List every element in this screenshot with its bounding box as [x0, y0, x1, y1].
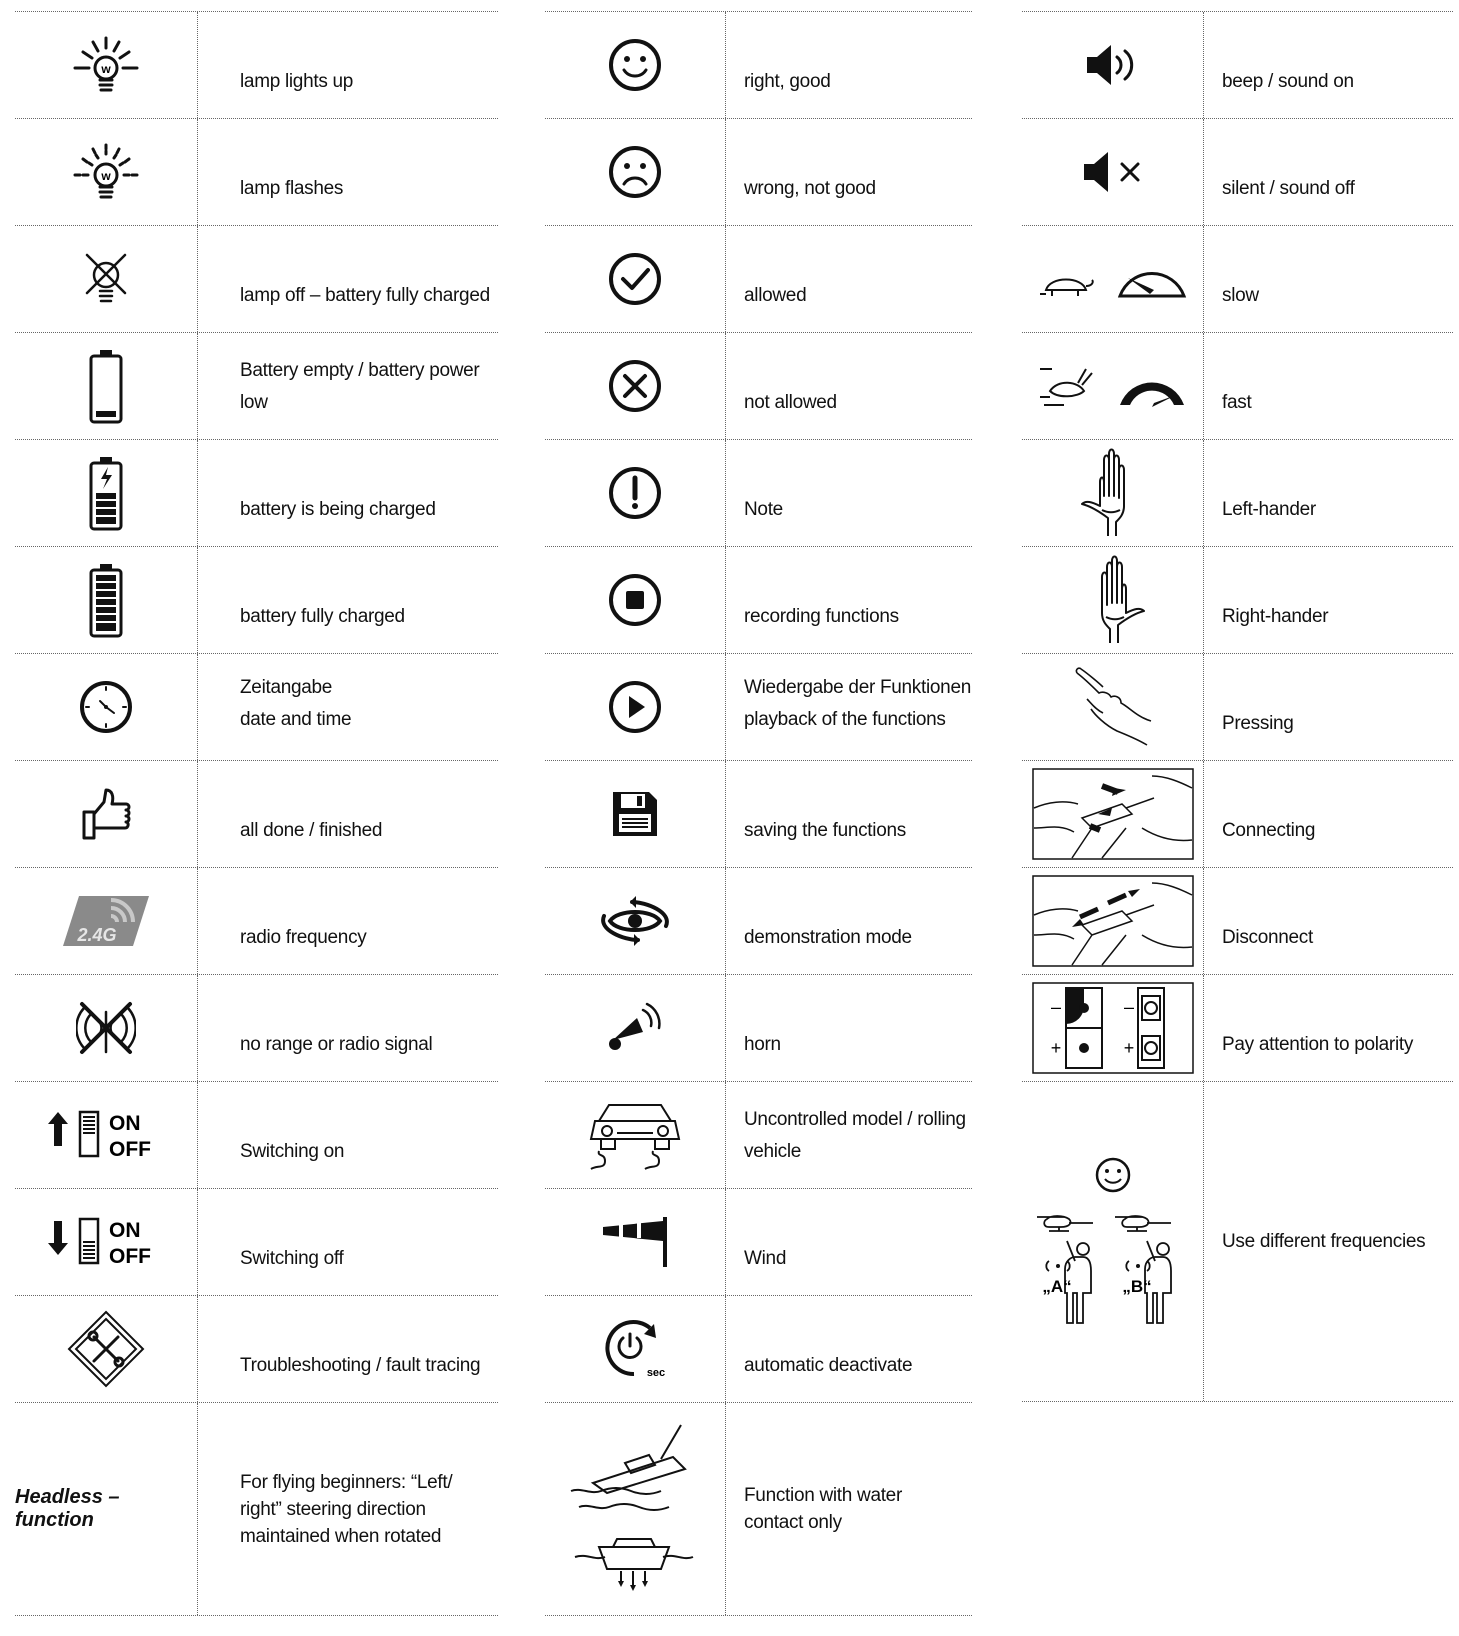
symbol-row: [545, 653, 972, 760]
symbol-label: Disconnect: [1222, 927, 1313, 948]
symbol-label: right, good: [744, 71, 831, 92]
symbol-row: [545, 332, 972, 439]
symbol-label: Uncontrolled model / rolling vehicle: [744, 1109, 966, 1162]
plus-left: +: [1050, 1038, 1061, 1058]
channel-a-text: „A“: [1041, 1276, 1072, 1296]
sec-text: sec: [646, 1367, 666, 1379]
column-2: [545, 11, 972, 1616]
headless-function-title: Headless – function: [15, 1486, 120, 1531]
fast-rabbit-icon: [1022, 333, 1204, 439]
column-1: [15, 11, 498, 1616]
symbol-row: [15, 1188, 498, 1295]
pressing-finger-icon: [1022, 654, 1204, 760]
thumbs-up-icon: [15, 761, 198, 867]
symbol-label: Right-hander: [1222, 606, 1329, 627]
minus-left: –: [1050, 997, 1061, 1017]
symbol-row: [15, 867, 498, 974]
symbol-label-line-2: contact only: [744, 1512, 842, 1533]
symbol-row: [545, 760, 972, 867]
svg-text:w: w: [101, 62, 111, 76]
symbol-row: [545, 1402, 972, 1616]
auto-off-icon: [545, 1296, 726, 1402]
symbol-row: [545, 974, 972, 1081]
symbol-row: [1022, 332, 1453, 439]
channel-b-text: „B“: [1121, 1276, 1152, 1296]
symbol-label: lamp flashes: [240, 178, 344, 199]
symbol-label: all done / finished: [240, 820, 383, 841]
clock-icon: [15, 654, 198, 760]
svg-text:w: w: [101, 169, 111, 183]
symbol-label-line-1: Function with water: [744, 1485, 902, 1506]
symbol-row: [545, 867, 972, 974]
symbol-row: [545, 118, 972, 225]
speaker-off-icon: [1022, 119, 1204, 225]
switch-on-icon: [15, 1082, 198, 1188]
off-text: OFF: [109, 1138, 151, 1161]
symbol-row: [1022, 439, 1453, 546]
demo-eye-icon: [545, 868, 726, 974]
symbol-label: Switching off: [240, 1248, 344, 1269]
symbol-label: lamp off – battery fully charged: [240, 285, 490, 306]
symbol-label: Left-hander: [1222, 499, 1316, 520]
symbol-row: [1022, 11, 1453, 118]
symbol-row: [1022, 1081, 1453, 1402]
check-circle-icon: [545, 226, 726, 332]
symbol-row: [15, 974, 498, 1081]
symbol-label: battery fully charged: [240, 606, 405, 627]
polarity-icon: [1022, 975, 1204, 1081]
play-icon: [545, 654, 726, 760]
on-text: ON: [109, 1219, 141, 1242]
symbol-row: [545, 225, 972, 332]
symbol-label: horn: [744, 1034, 781, 1055]
no-signal-icon: [15, 975, 198, 1081]
symbol-row: [545, 11, 972, 118]
symbol-label: fast: [1222, 392, 1252, 413]
symbol-label: Switching on: [240, 1141, 345, 1162]
symbol-label-line-1: For flying beginners: “Left/: [240, 1471, 453, 1493]
symbol-label: recording functions: [744, 606, 899, 627]
symbol-row: [1022, 546, 1453, 653]
battery-full-icon: [15, 547, 198, 653]
symbol-label: not allowed: [744, 392, 837, 413]
symbol-row: [545, 1295, 972, 1402]
disconnect-icon: [1022, 868, 1204, 974]
right-hand-icon: [1022, 547, 1204, 653]
symbol-label: silent / sound off: [1222, 178, 1355, 199]
battery-empty-icon: [15, 333, 198, 439]
symbol-row: [15, 439, 498, 546]
symbol-row: [15, 1402, 498, 1616]
smiley-sad-icon: [545, 119, 726, 225]
lamp-off-icon: [15, 226, 198, 332]
lamp-on-icon: [15, 12, 198, 118]
symbol-label-line-2: date and time: [240, 709, 352, 730]
symbol-row: [1022, 760, 1453, 867]
symbol-row: [1022, 867, 1453, 974]
symbol-label: wrong, not good: [744, 178, 876, 199]
radio-frequency-icon: [15, 868, 198, 974]
badge-text: 2.4G: [77, 925, 117, 945]
on-text: ON: [109, 1112, 141, 1135]
symbol-label: Pressing: [1222, 713, 1294, 734]
symbol-label: radio frequency: [240, 927, 367, 948]
minus-right: –: [1123, 997, 1134, 1017]
symbol-label: Pay attention to polarity: [1222, 1034, 1414, 1055]
lamp-flash-icon: [15, 119, 198, 225]
column-3: [1022, 11, 1453, 1402]
speaker-on-icon: [1022, 12, 1204, 118]
horn-icon: [545, 975, 726, 1081]
symbol-label: Wind: [744, 1248, 787, 1269]
plus-right: +: [1123, 1038, 1134, 1058]
headless-function-cell: [15, 1403, 198, 1615]
symbol-row: [15, 546, 498, 653]
left-hand-icon: [1022, 440, 1204, 546]
symbol-row: [1022, 653, 1453, 760]
symbol-label-line-2: right” steering direction: [240, 1498, 426, 1520]
symbol-row: [1022, 118, 1453, 225]
symbol-label: Troubleshooting / fault tracing: [240, 1355, 481, 1376]
symbol-row: [15, 118, 498, 225]
symbol-label: saving the functions: [744, 820, 906, 841]
off-text: OFF: [109, 1245, 151, 1268]
symbol-row: [15, 653, 498, 760]
windsock-icon: [545, 1189, 726, 1295]
symbol-label: lamp lights up: [240, 71, 354, 92]
symbol-label: Use different frequencies: [1222, 1230, 1426, 1252]
symbol-label: slow: [1222, 285, 1259, 306]
symbol-label: demonstration mode: [744, 927, 912, 948]
symbol-row: [15, 332, 498, 439]
symbol-row: [545, 439, 972, 546]
symbol-label: Note: [744, 499, 783, 520]
symbol-row: [1022, 225, 1453, 332]
battery-charging-icon: [15, 440, 198, 546]
symbol-label: battery is being charged: [240, 499, 436, 520]
symbol-label-line-2: playback of the functions: [744, 709, 946, 730]
symbol-row: [15, 1295, 498, 1402]
symbol-label-line-1: Zeitangabe: [240, 677, 333, 698]
symbol-label: automatic deactivate: [744, 1355, 913, 1376]
save-icon: [545, 761, 726, 867]
symbol-label: Connecting: [1222, 820, 1316, 841]
symbol-label-line-3: maintained when rotated: [240, 1525, 442, 1547]
switch-off-icon: [15, 1189, 198, 1295]
symbol-row: [15, 1081, 498, 1188]
x-circle-icon: [545, 333, 726, 439]
rolling-car-icon: [545, 1082, 726, 1188]
symbol-row: [545, 1081, 972, 1188]
symbol-label-line-1: Wiedergabe der Funktionen: [744, 677, 971, 698]
symbol-row: [15, 760, 498, 867]
symbol-row: [545, 1188, 972, 1295]
symbol-row: [1022, 974, 1453, 1081]
smiley-happy-icon: [545, 12, 726, 118]
slow-turtle-icon: [1022, 226, 1204, 332]
symbol-label: allowed: [744, 285, 807, 306]
troubleshooting-icon: [15, 1296, 198, 1402]
symbol-row: [15, 11, 498, 118]
symbol-label: beep / sound on: [1222, 71, 1354, 92]
boat-water-icon: [545, 1403, 726, 1615]
symbol-row: [15, 225, 498, 332]
record-icon: [545, 547, 726, 653]
symbol-label: no range or radio signal: [240, 1034, 433, 1055]
exclamation-circle-icon: [545, 440, 726, 546]
symbol-row: [545, 546, 972, 653]
connecting-icon: [1022, 761, 1204, 867]
different-frequencies-icon: [1022, 1082, 1204, 1401]
symbol-label: Battery empty / battery power low: [240, 360, 480, 413]
